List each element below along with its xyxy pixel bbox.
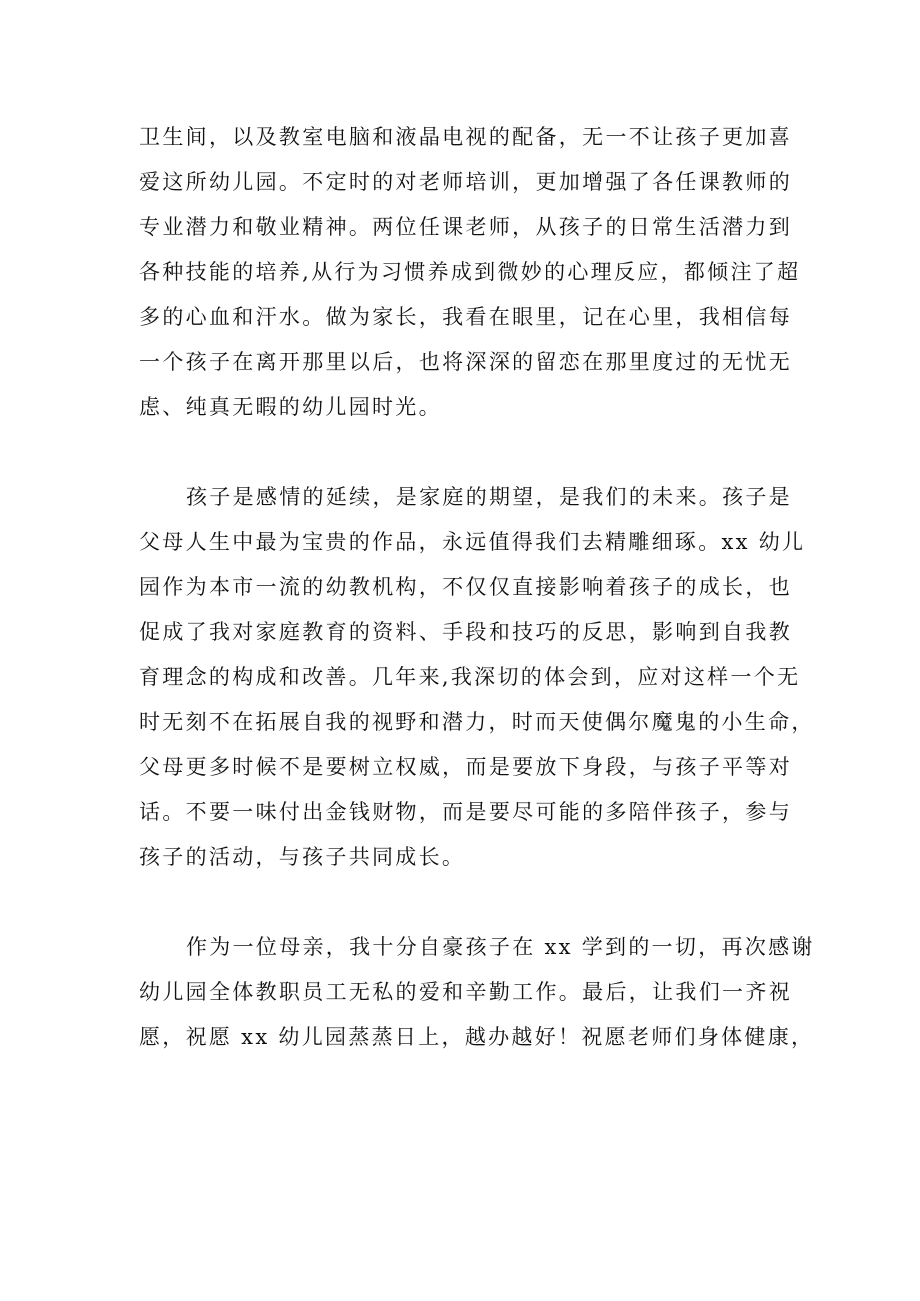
- text-line: 父母更多时候不是要树立权威，而是要放下身段，与孩子平等对: [139, 755, 792, 779]
- text-line: 卫生间，以及教室电脑和液晶电视的配备，无一不让孩子更加喜: [139, 125, 792, 149]
- text-line: 时无刻不在拓展自我的视野和潜力，时而天使偶尔魔鬼的小生命，: [139, 710, 815, 734]
- text-line: 一个孩子在离开那里以后，也将深深的留恋在那里度过的无忧无: [139, 350, 792, 374]
- text-line: 育理念的构成和改善。几年来,我深切的体会到，应对这样一个无: [139, 665, 801, 689]
- text-line: 虑、纯真无暇的幼儿园时光。: [139, 395, 442, 419]
- paragraph-3: [139, 925, 815, 1060]
- text-line: 孩子的活动，与孩子共同成长。: [139, 845, 466, 869]
- text-line: 作为一位母亲，我十分自豪孩子在 xx 学到的一切，再次感谢: [186, 935, 815, 959]
- text-line: 幼儿园全体教职员工无私的爱和辛勤工作。最后，让我们一齐祝: [139, 980, 792, 1004]
- text-line: 各种技能的培养,从行为习惯养成到微妙的心理反应，都倾注了超: [139, 260, 801, 284]
- paragraph-1: [139, 115, 801, 430]
- text-line: 园作为本市一流的幼教机构，不仅仅直接影响着孩子的成长，也: [139, 575, 792, 599]
- text-line: 父母人生中最为宝贵的作品，永远值得我们去精雕细琢。xx 幼儿: [139, 530, 806, 554]
- paragraph-spacer: [139, 880, 792, 925]
- text-line: 多的心血和汗水。做为家长，我看在眼里，记在心里，我相信每: [139, 305, 792, 329]
- text-line: 爱这所幼儿园。不定时的对老师培训，更加增强了各任课教师的: [139, 170, 792, 194]
- text-line: 专业潜力和敬业精神。两位任课老师，从孩子的日常生活潜力到: [139, 215, 792, 239]
- document-body: [139, 115, 815, 1060]
- text-line: 促成了我对家庭教育的资料、手段和技巧的反思，影响到自我教: [139, 620, 792, 644]
- paragraph-spacer: [139, 430, 792, 475]
- text-line: 孩子是感情的延续，是家庭的期望，是我们的未来。孩子是: [186, 485, 792, 509]
- text-line: 话。不要一味付出金钱财物，而是要尽可能的多陪伴孩子，参与: [139, 800, 792, 824]
- text-line: 愿，祝愿 xx 幼儿园蒸蒸日上，越办越好！祝愿老师们身体健康，: [139, 1025, 815, 1049]
- paragraph-2: [139, 475, 815, 880]
